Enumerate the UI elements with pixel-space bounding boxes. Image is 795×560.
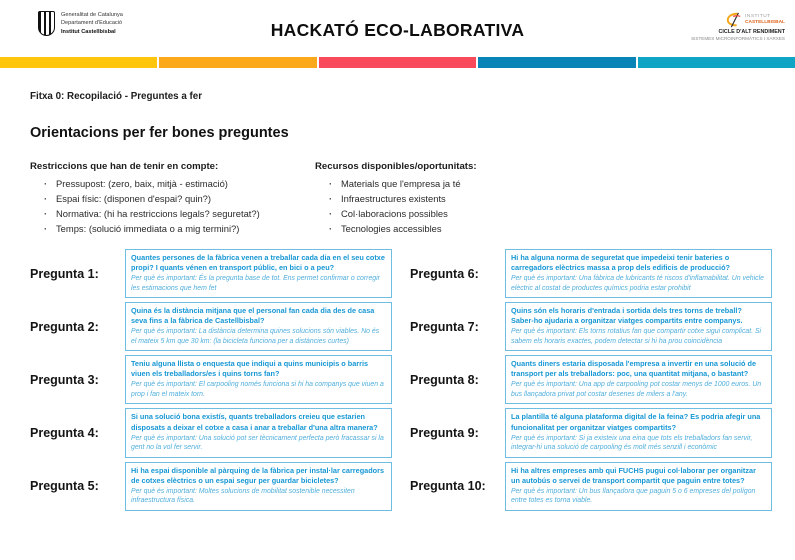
question-label: Pregunta 2:	[30, 319, 99, 334]
guideline-lists	[30, 161, 772, 236]
resources-title: Recursos disponibles/oportunitats:	[315, 161, 477, 172]
gencat-line1: Generalitat de Catalunya	[61, 12, 123, 19]
gencat-line3: Institut Castellbisbal	[61, 28, 116, 35]
resources-column	[315, 161, 600, 236]
institut-name	[745, 14, 785, 26]
question-text: Quantes persones de la fàbrica venen a treballar cada dia en el seu cotxe propi? I quants vénen en transport públic, en bici o a peu?	[131, 253, 385, 273]
institut-swoosh-icon	[725, 12, 743, 28]
page-title: HACKATÓ ECO-LABORATIVA	[270, 20, 525, 40]
question-row	[30, 249, 392, 298]
institut-subtitle: SISTEMES MICROINFORMÀTICS I XARXES	[691, 36, 785, 41]
question-label: Pregunta 8:	[410, 372, 479, 387]
question-text: Quina és la distància mitjana que el personal fan cada dia des de casa seva fins a la fàbrica de Castellbisbal?	[131, 306, 375, 326]
question-box	[125, 408, 392, 457]
question-text: Hi ha alguna norma de seguretat que impedeixi tenir bateries o carregadors elèctrics massa a prop dels edificis de producció?	[511, 253, 730, 273]
page-header	[0, 0, 795, 57]
question-label: Pregunta 1:	[30, 266, 99, 281]
question-row	[30, 302, 392, 351]
question-label: Pregunta 7:	[410, 319, 479, 334]
question-text: Si una solució bona existís, quants treballadors creieu que estarien disposats a deixar el cotxe a casa i anar a treballar d'una altra manera?	[131, 412, 378, 432]
question-box	[125, 249, 392, 298]
question-box	[125, 355, 392, 404]
question-row	[410, 249, 772, 298]
question-importance: Per què és important: Un bus llançadora que paguin 5 o 6 empreses del polígon entre totes es torna viable.	[511, 487, 756, 505]
question-row	[30, 355, 392, 404]
question-importance: Per què és important: Una app de carpooling pot costar menys de 1000 euros. Un bus llançadora privat pot costar desenes de milers a l'any.	[511, 381, 762, 398]
institut-line1: INSTITUT	[745, 14, 771, 20]
question-importance: Per què és important: Si ja existeix una eina que tots els treballadors fan servir, integrar-hi una solució de carpooling és molt més senzill i econòmic	[511, 434, 753, 452]
fitxa-subtitle: Fitxa 0: Recopilació - Preguntes a fer	[30, 91, 203, 102]
question-text: Hi ha altres empreses amb qui FUCHS pugui col·laborar per organitzar un autobús o servei de transport compartit que paguin entre totes?	[511, 465, 756, 485]
content	[0, 91, 795, 511]
resource-item: · Col·laboracions possibles	[315, 206, 600, 221]
restriction-item: · Pressupost: (zero, baix, mitjà - estimació)	[30, 176, 315, 191]
institut-logo	[675, 12, 785, 41]
question-row	[410, 408, 772, 457]
questions-grid	[30, 249, 772, 511]
restrictions-list	[30, 176, 315, 236]
question-row	[30, 408, 392, 457]
question-importance: Per què és important: La distància determina quines solucions són viables. No és el mateix 5 km que 30 km: (la bicicleta funciona per a distàncies curtes)	[131, 328, 380, 345]
question-text: Quins són els horaris d'entrada i sortida dels tres torns de treball? Saber-ho ajudaria a organitzar viatges compartits entre companys.	[511, 306, 743, 326]
question-importance: Per què és important: Una solució pot ser tècnicament perfecta però fracassar si la gent no la vol fer servir.	[131, 434, 384, 452]
resource-item: · Tecnologies accessibles	[315, 221, 600, 236]
question-box	[125, 302, 392, 351]
institut-cycle: CICLE D'ALT RENDIMENT	[718, 29, 785, 35]
question-label: Pregunta 10:	[410, 479, 486, 494]
question-row	[410, 462, 772, 511]
bar-segment-yellow	[0, 57, 157, 68]
question-text: La plantilla té alguna plataforma digital de la feina? Es podria afegir una funcionalitat per organitzar viatges compartits?	[511, 412, 761, 432]
question-box	[505, 408, 772, 457]
resource-item: · Infraestructures existents	[315, 191, 600, 206]
question-row	[30, 462, 392, 511]
generalitat-logo	[38, 11, 123, 36]
institut-line2: CASTELLBISBAL	[745, 20, 785, 25]
question-importance: Per què és important: Els torns rotatius fan que compartir cotxe sigui complicat. Si sabem els horaris exactes, podem detectar si hi ha prou coincidència	[511, 328, 762, 345]
question-label: Pregunta 6:	[410, 266, 479, 281]
question-row	[410, 355, 772, 404]
question-box	[125, 462, 392, 511]
question-box	[505, 302, 772, 351]
bar-segment-red	[319, 57, 476, 68]
color-bar	[0, 57, 795, 68]
restriction-item: · Espai físic: (disponen d'espai? quin?)	[30, 191, 315, 206]
question-label: Pregunta 3:	[30, 372, 99, 387]
bar-segment-darkblue	[478, 57, 635, 68]
question-importance: Per què és important: És la pregunta base de tot. Ens permet confirmar o corregir les estimacions que hem fet	[131, 275, 380, 292]
generalitat-logo-text	[61, 11, 123, 35]
question-text: Hi ha espai disponible al pàrquing de la fàbrica per instal·lar carregadors de cotxes elèctrics o un espai segur per guardar bicicletes?	[131, 465, 385, 485]
catalonia-shield-icon	[38, 11, 55, 36]
question-text: Quants diners estaria disposada l'empresa a invertir en una solució de transport per als treballadors: poc, una quantitat mitjana, o bastant?	[511, 359, 757, 379]
question-importance: Per què és important: El carpooling només funciona si hi ha companys que viuen a prop i fan el mateix torn.	[131, 381, 384, 398]
question-box	[505, 462, 772, 511]
question-importance: Per què és important: Una fàbrica de lubricants té riscos d'inflamabilitat. Un vehicle elèctric al costat de productes químics podria estar prohibit	[511, 275, 764, 292]
question-importance: Per què és important: Moltes solucions de mobilitat sostenible necessiten infraestructura física.	[131, 487, 355, 505]
questions-column-left	[30, 249, 392, 511]
question-row	[410, 302, 772, 351]
restrictions-title: Restriccions que han de tenir en compte:	[30, 161, 219, 172]
resource-item: · Materials que l'empresa ja té	[315, 176, 600, 191]
bar-segment-orange	[159, 57, 316, 68]
question-label: Pregunta 5:	[30, 479, 99, 494]
bar-segment-teal	[638, 57, 795, 68]
question-box	[505, 249, 772, 298]
question-label: Pregunta 9:	[410, 426, 479, 441]
question-box	[505, 355, 772, 404]
question-text: Teniu alguna llista o enquesta que indiqui a quins municipis o barris viuen els treballadors/es i quins torns fan?	[131, 359, 369, 379]
section-title: Orientacions per fer bones preguntes	[30, 125, 289, 141]
restriction-item: · Temps: (solució immediata o a mig termini?)	[30, 221, 315, 236]
restriction-item: · Normativa: (hi ha restriccions legals? seguretat?)	[30, 206, 315, 221]
question-label: Pregunta 4:	[30, 426, 99, 441]
resources-list	[315, 176, 600, 236]
restrictions-column	[30, 161, 315, 236]
questions-column-right	[410, 249, 772, 511]
gencat-line2: Departament d'Educació	[61, 20, 123, 27]
